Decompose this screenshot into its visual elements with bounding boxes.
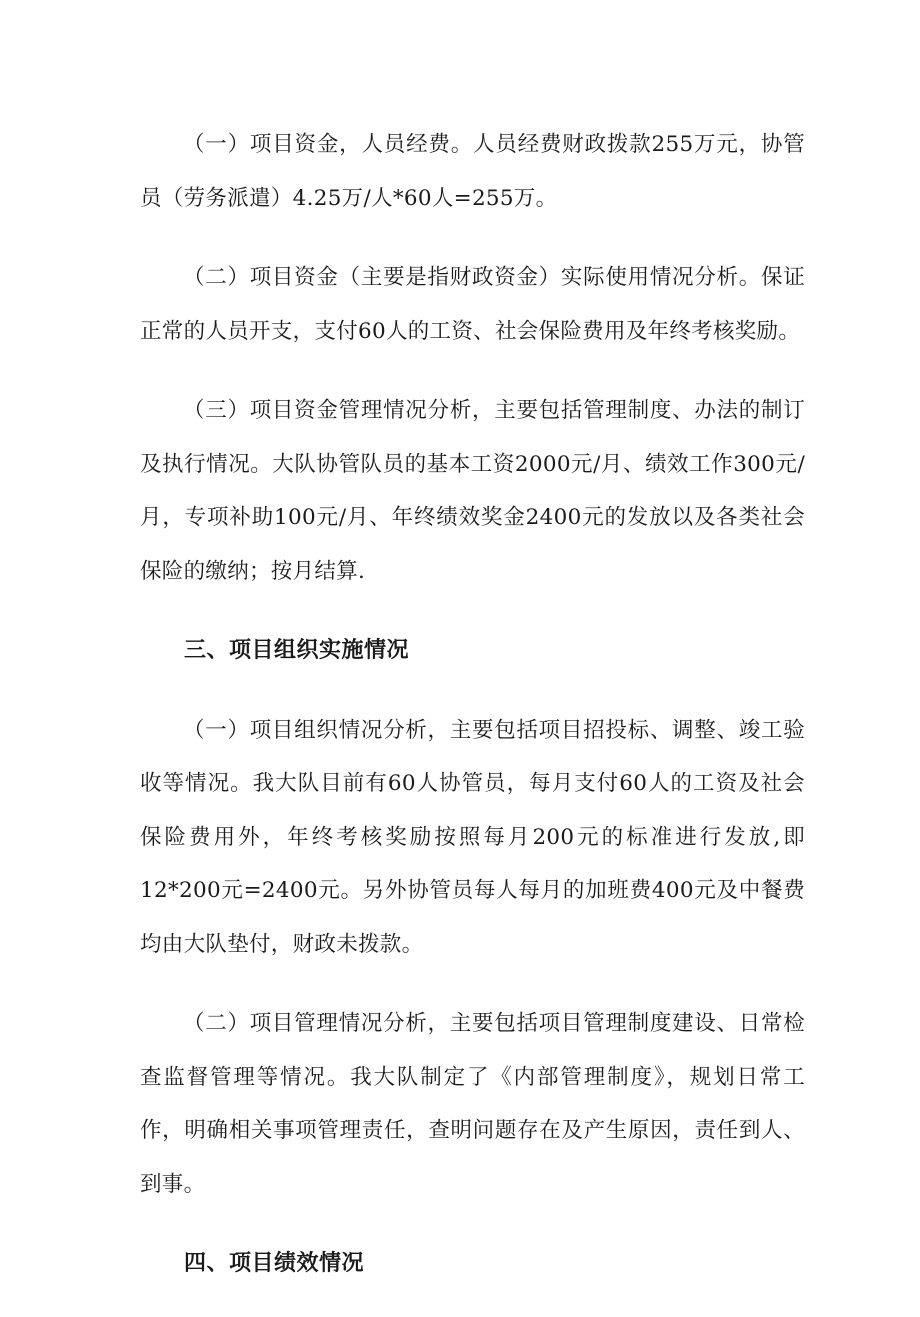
paragraph-organization: （一）项目组织情况分析，主要包括项目招投标、调整、竣工验收等情况。我大队目前有60人协管员，每月支付60人的工资及社会保险费用外，年终考核奖励按照每月200元的标准进行发放,即12*200元=2400元。另外协管员每人每月的加班费400元及中餐费均由大队垫付，财政未拨款。 [140,717,805,957]
document-page [140,118,805,1317]
paragraph-management: （二）项目管理情况分析，主要包括项目管理制度建设、日常检查监督管理等情况。我大队制定了《内部管理制度》，规划日常工作，明确相关事项管理责任，查明问题存在及产生原因，责任到人、到事。 [140,1011,805,1197]
section-heading-performance: 四、项目绩效情况 [184,1251,365,1276]
paragraph-personnel-funds: （一）项目资金，人员经费。人员经费财政拨款255万元，协管员（劳务派遣）4.25万/人*60人=255万。 [140,132,805,211]
paragraph-funds-management: （三）项目资金管理情况分析，主要包括管理制度、办法的制订及执行情况。大队协管队员的基本工资2000元/月、绩效工作300元/月，专项补助100元/月、年终绩效奖金2400元的发放以及各类社会保险的缴纳；按月结算. [140,398,805,584]
paragraph-funds-usage: （二）项目资金（主要是指财政资金）实际使用情况分析。保证正常的人员开支，支付60人的工资、社会保险费用及年终考核奖励。 [140,265,805,344]
section-heading-implementation: 三、项目组织实施情况 [184,638,410,663]
